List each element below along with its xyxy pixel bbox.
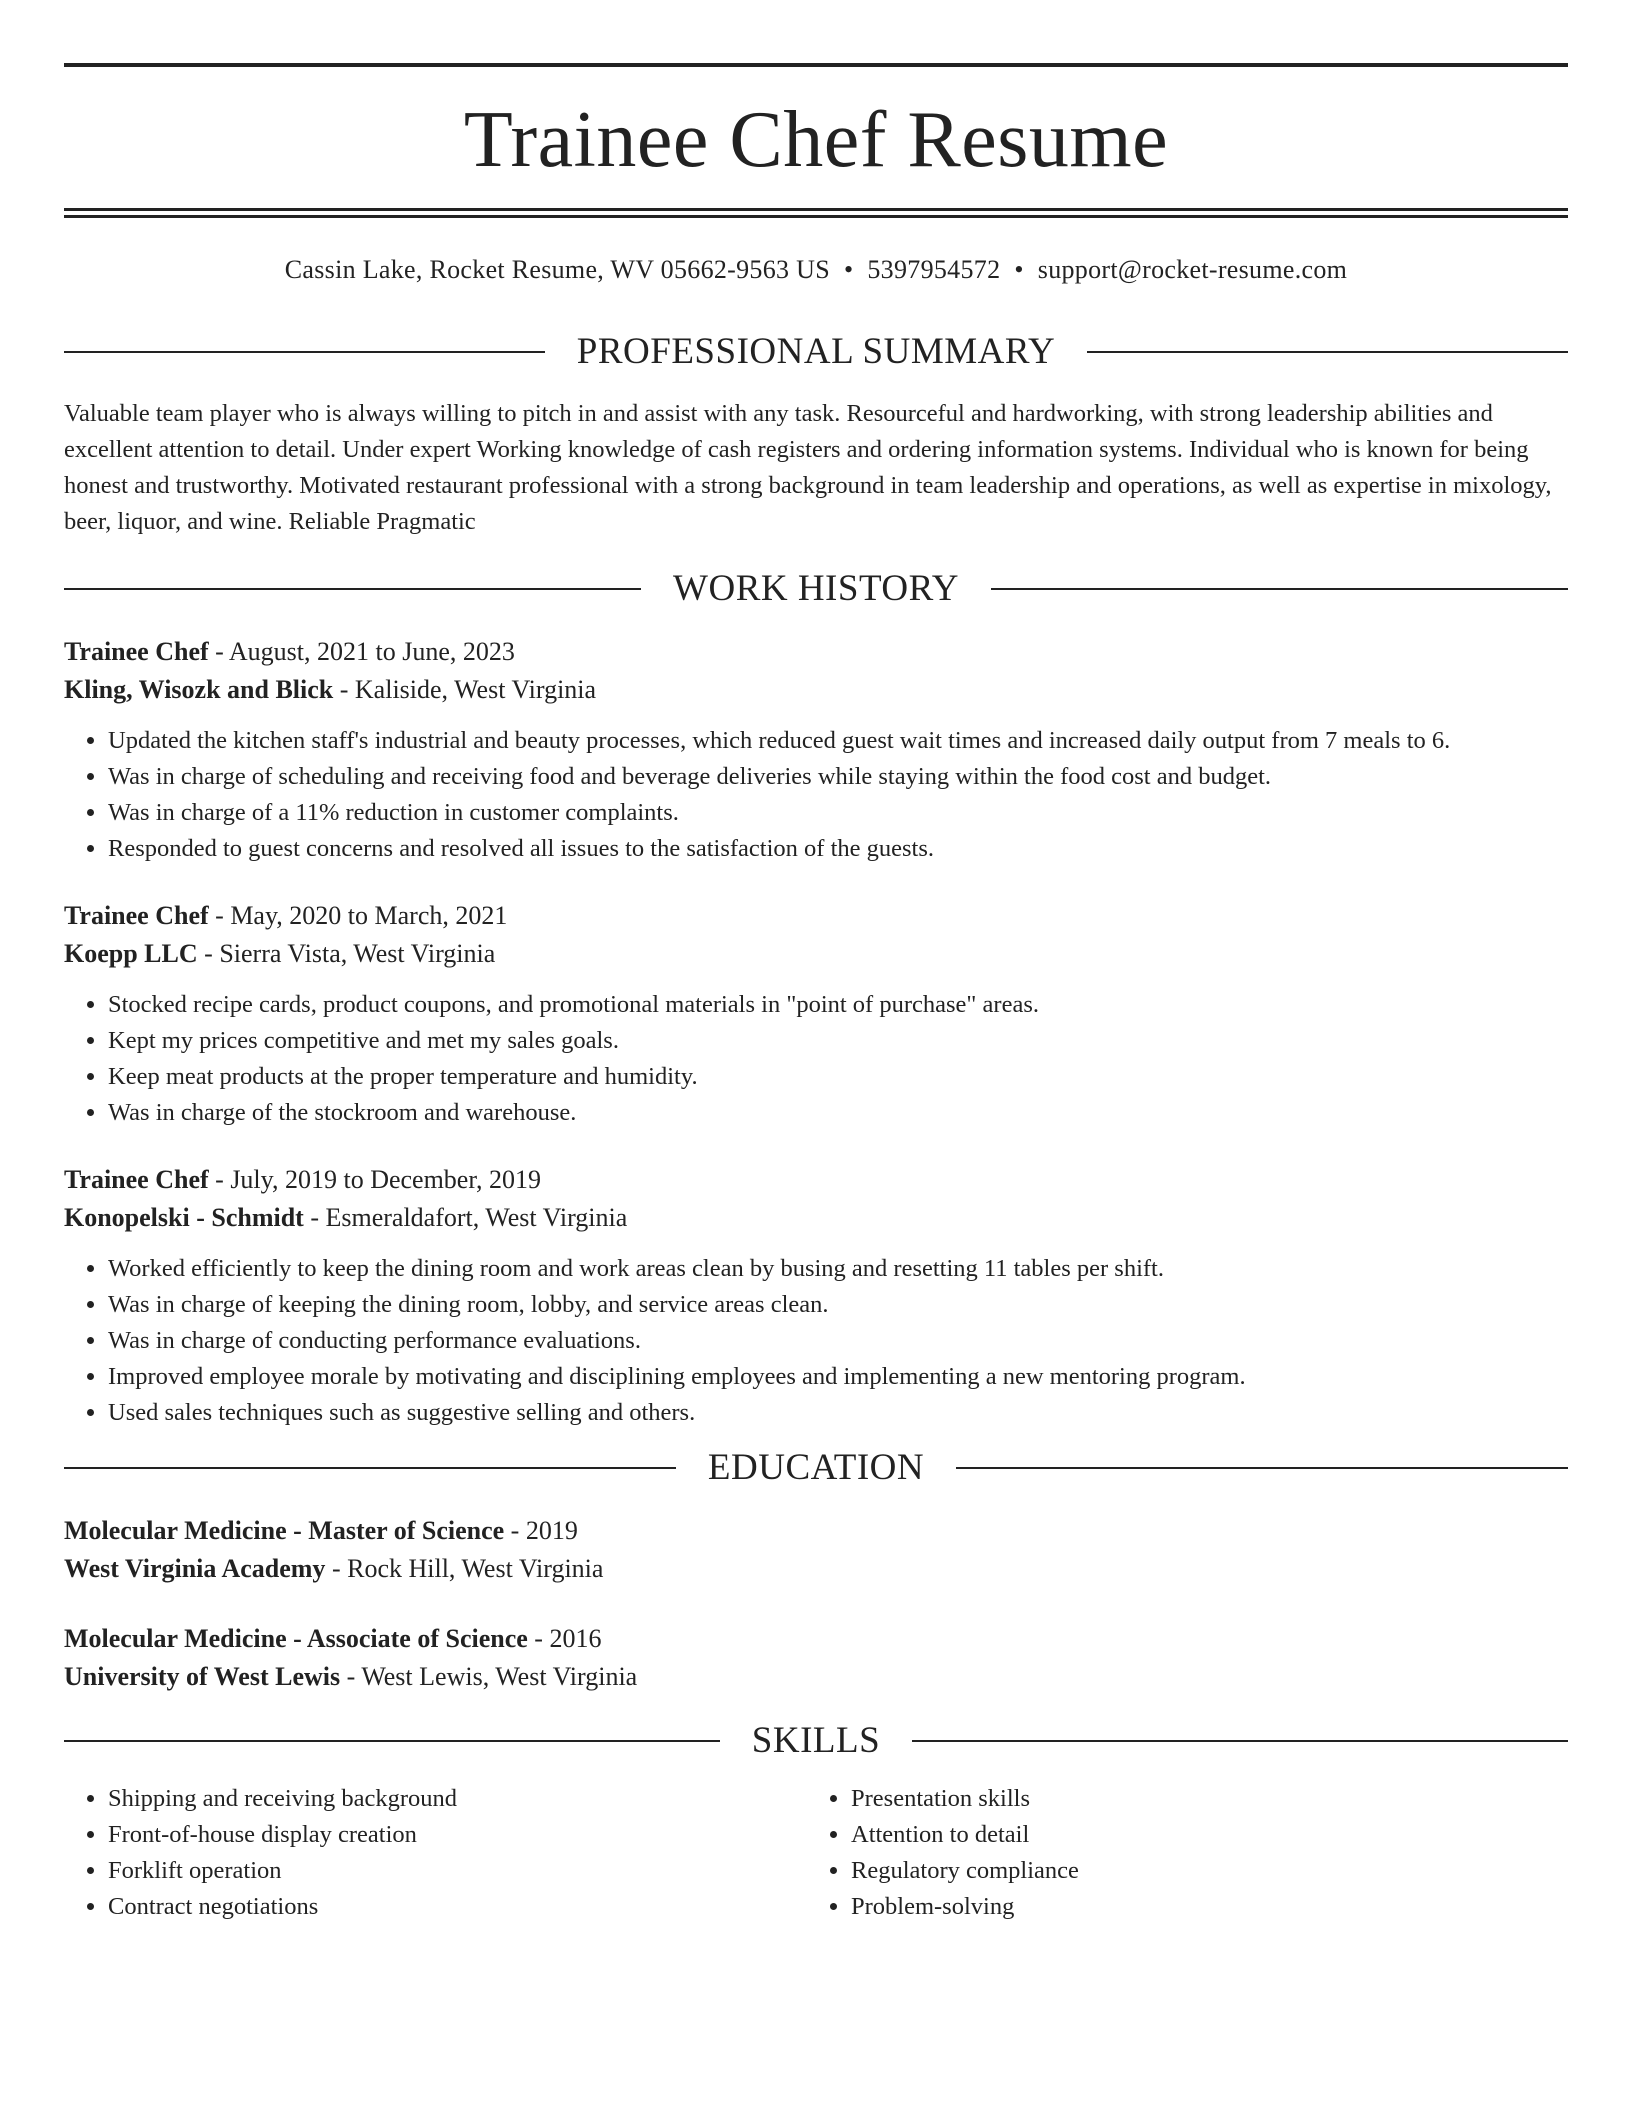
job-company: Kling, Wisozk and Blick	[64, 675, 334, 704]
job-entry	[64, 1161, 1568, 1431]
heading-rule	[912, 1740, 1568, 1742]
contact-separator: •	[1014, 255, 1024, 284]
skills-list-right	[806, 1781, 1549, 1925]
list-item: • Was in charge of keeping the dining room, lobby, and service areas clean.	[108, 1287, 1568, 1323]
job-title: Trainee Chef	[64, 1165, 209, 1194]
summary-text: Valuable team player who is always willing to pitch in and assist with any task. Resourceful and hardworking, with strong leadership abilities and excellent attention to detail. Under expert Working knowledge of cash registers and ordering information systems. Individual who is known for being honest and trustworthy. Motivated restaurant professional with a strong background in team leadership and operations, as well as expertise in mixology, beer, liquor, and wine. Reliable Pragmatic	[64, 400, 1552, 535]
section-title: WORK HISTORY	[673, 568, 959, 609]
education-entry	[64, 1620, 1568, 1696]
education-location: - Rock Hill, West Virginia	[325, 1554, 604, 1583]
contact-separator: •	[843, 255, 854, 284]
section-heading-education	[64, 1449, 1568, 1486]
section-heading-summary	[64, 333, 1568, 370]
job-company: Konopelski - Schmidt	[64, 1203, 304, 1232]
list-item: • Regulatory compliance	[851, 1853, 1549, 1889]
job-dates: - July, 2019 to December, 2019	[208, 1165, 541, 1194]
list-item: • Was in charge of conducting performance evaluations.	[108, 1323, 1568, 1359]
section-heading-work-history	[64, 570, 1568, 607]
education-entry	[64, 1512, 1568, 1588]
job-dates: - May, 2020 to March, 2021	[208, 901, 508, 930]
heading-rule	[64, 1740, 720, 1742]
list-item: • Shipping and receiving background	[108, 1781, 806, 1817]
job-entry	[64, 897, 1568, 1131]
section-title: SKILLS	[751, 1720, 881, 1761]
job-company-line	[64, 935, 1568, 973]
section-title: EDUCATION	[707, 1447, 925, 1488]
list-item: • Keep meat products at the proper temperature and humidity.	[108, 1059, 1568, 1095]
heading-rule	[64, 1467, 676, 1469]
job-bullets	[64, 987, 1568, 1131]
education-degree-line	[64, 1512, 1568, 1550]
title-double-rule	[64, 208, 1568, 218]
list-item: • Attention to detail	[851, 1817, 1549, 1853]
list-item: • Used sales techniques such as suggestive selling and others.	[108, 1395, 1568, 1431]
heading-rule	[991, 588, 1568, 590]
section-heading-skills	[64, 1722, 1568, 1759]
list-item: • Kept my prices competitive and met my sales goals.	[108, 1023, 1568, 1059]
education-location: - West Lewis, West Virginia	[340, 1662, 638, 1691]
job-location: - Sierra Vista, West Virginia	[197, 939, 496, 968]
list-item: • Was in charge of a 11% reduction in customer complaints.	[108, 795, 1568, 831]
list-item: • Worked efficiently to keep the dining room and work areas clean by busing and resetting 11 tables per shift.	[108, 1251, 1568, 1287]
education-school: West Virginia Academy	[64, 1554, 326, 1583]
heading-rule	[64, 588, 641, 590]
job-title-line	[64, 1161, 1568, 1199]
list-item: • Was in charge of the stockroom and warehouse.	[108, 1095, 1568, 1131]
top-rule	[64, 63, 1568, 67]
list-item: • Forklift operation	[108, 1853, 806, 1889]
job-title-line	[64, 633, 1568, 671]
list-item: • Stocked recipe cards, product coupons, and promotional materials in "point of purchase" areas.	[108, 987, 1568, 1023]
contact-email: support@rocket-resume.com	[1037, 255, 1348, 284]
job-company: Koepp LLC	[64, 939, 198, 968]
job-bullets	[64, 1251, 1568, 1431]
list-item: • Was in charge of scheduling and receiving food and beverage deliveries while staying within the food cost and budget.	[108, 759, 1568, 795]
education-degree-line	[64, 1620, 1568, 1658]
page-title: Trainee Chef Resume	[463, 96, 1169, 184]
job-location: - Esmeraldafort, West Virginia	[303, 1203, 628, 1232]
section-title: PROFESSIONAL SUMMARY	[576, 331, 1056, 372]
list-item: • Improved employee morale by motivating and disciplining employees and implementing a new mentoring program.	[108, 1359, 1568, 1395]
contact-line	[64, 255, 1568, 285]
list-item: • Front-of-house display creation	[108, 1817, 806, 1853]
job-bullets	[64, 723, 1568, 867]
skills-list-left	[64, 1781, 806, 1925]
list-item: • Problem-solving	[851, 1889, 1549, 1925]
job-title: Trainee Chef	[64, 901, 209, 930]
contact-phone: 5397954572	[867, 255, 1001, 284]
job-entry	[64, 633, 1568, 867]
list-item: • Updated the kitchen staff's industrial and beauty processes, which reduced guest wait times and increased daily output from 7 meals to 6.	[108, 723, 1568, 759]
education-year: - 2019	[504, 1516, 578, 1545]
job-location: - Kaliside, West Virginia	[333, 675, 597, 704]
education-school-line	[64, 1658, 1568, 1696]
heading-rule	[64, 351, 545, 353]
list-item: • Responded to guest concerns and resolved all issues to the satisfaction of the guests.	[108, 831, 1568, 867]
heading-rule	[1087, 351, 1568, 353]
list-item: • Presentation skills	[851, 1781, 1549, 1817]
job-company-line	[64, 1199, 1568, 1237]
job-title-line	[64, 897, 1568, 935]
resume-page	[64, 63, 1568, 1925]
job-dates: - August, 2021 to June, 2023	[208, 637, 515, 666]
education-year: - 2016	[527, 1624, 602, 1653]
list-item: • Contract negotiations	[108, 1889, 806, 1925]
job-company-line	[64, 671, 1568, 709]
skills-grid	[64, 1781, 1568, 1925]
education-degree: Molecular Medicine - Associate of Science	[64, 1624, 528, 1653]
education-degree: Molecular Medicine - Master of Science	[64, 1516, 505, 1545]
heading-rule	[956, 1467, 1568, 1469]
education-school: University of West Lewis	[64, 1662, 341, 1691]
contact-address: Cassin Lake, Rocket Resume, WV 05662-9563 US	[284, 255, 830, 284]
education-school-line	[64, 1550, 1568, 1588]
job-title: Trainee Chef	[64, 637, 209, 666]
